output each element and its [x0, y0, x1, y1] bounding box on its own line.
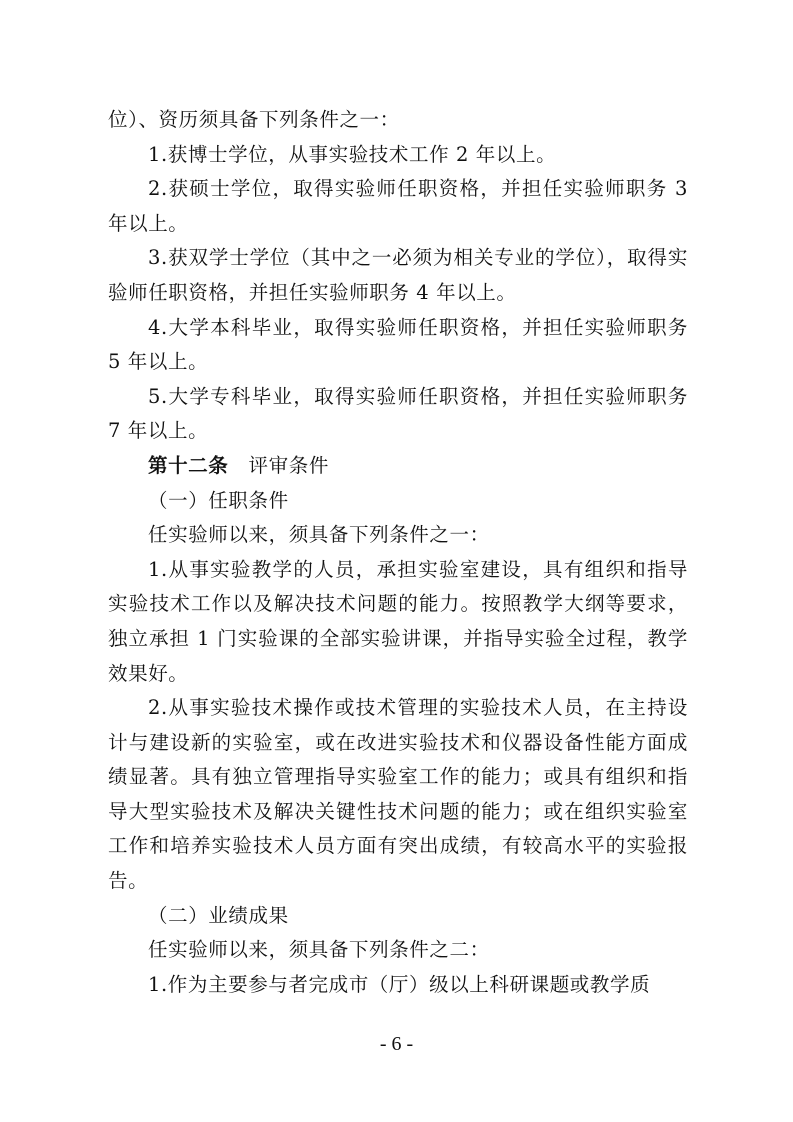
page-number: - 6 -: [379, 1033, 414, 1055]
article-heading: [108, 449, 688, 484]
paragraph-appointment-item-1: 1.从事实验教学的人员，承担实验室建设，具有组织和指导实验技术工作以及解决技术问题的能力。按照教学大纲等要求，独立承担 1 门实验课的全部实验讲课，并指导实验全过程，教学效果好。: [108, 557, 688, 685]
section-heading-appointment-conditions: （一）任职条件: [148, 488, 289, 512]
article-number: 第十二条: [148, 453, 249, 477]
paragraph-item-4-bachelor: 4.大学本科毕业，取得实验师任职资格，并担任实验师职务 5 年以上。: [108, 315, 688, 374]
paragraph-appointment-intro: 任实验师以来，须具备下列条件之一：: [148, 523, 490, 547]
paragraph-item-1-doctorate: 1.获博士学位，从事实验技术工作 2 年以上。: [148, 142, 557, 166]
paragraph-item-3-double-bachelor: 3.获双学士学位（其中之一必须为相关专业的学位），取得实验师任职资格，并担任实验师职务 4 年以上。: [108, 246, 688, 304]
paragraph-item-5-college: 5.大学专科毕业，取得实验师任职资格，并担任实验师职务 7 年以上。: [108, 384, 688, 443]
paragraph-item-2-master: 2.获硕士学位，取得实验师任职资格，并担任实验师职务 3 年以上。: [108, 177, 688, 235]
paragraph-appointment-item-2: 2.从事实验技术操作或技术管理的实验技术人员，在主持设计与建设新的实验室，或在改进实验技术和仪器设备性能方面成绩显著。具有独立管理指导实验室工作的能力；或具有组织和指导大型实验技术及解决关键性技术问题的能力；或在组织实验室工作和培养实验技术人员方面有突出成绩，有较高水平的实验报告。: [108, 696, 688, 893]
paragraph-qualification-intro: 位）、资历须具备下列条件之一：: [108, 108, 400, 131]
article-title: 评审条件: [248, 453, 329, 477]
paragraph-achievements-item-1: 1.作为主要参与者完成市（厅）级以上科研课题或教学质: [148, 972, 651, 996]
document-body: [108, 103, 688, 1002]
paragraph-achievements-intro: 任实验师以来，须具备下列条件之二：: [148, 938, 490, 962]
section-heading-achievements: （二）业绩成果: [148, 903, 289, 927]
